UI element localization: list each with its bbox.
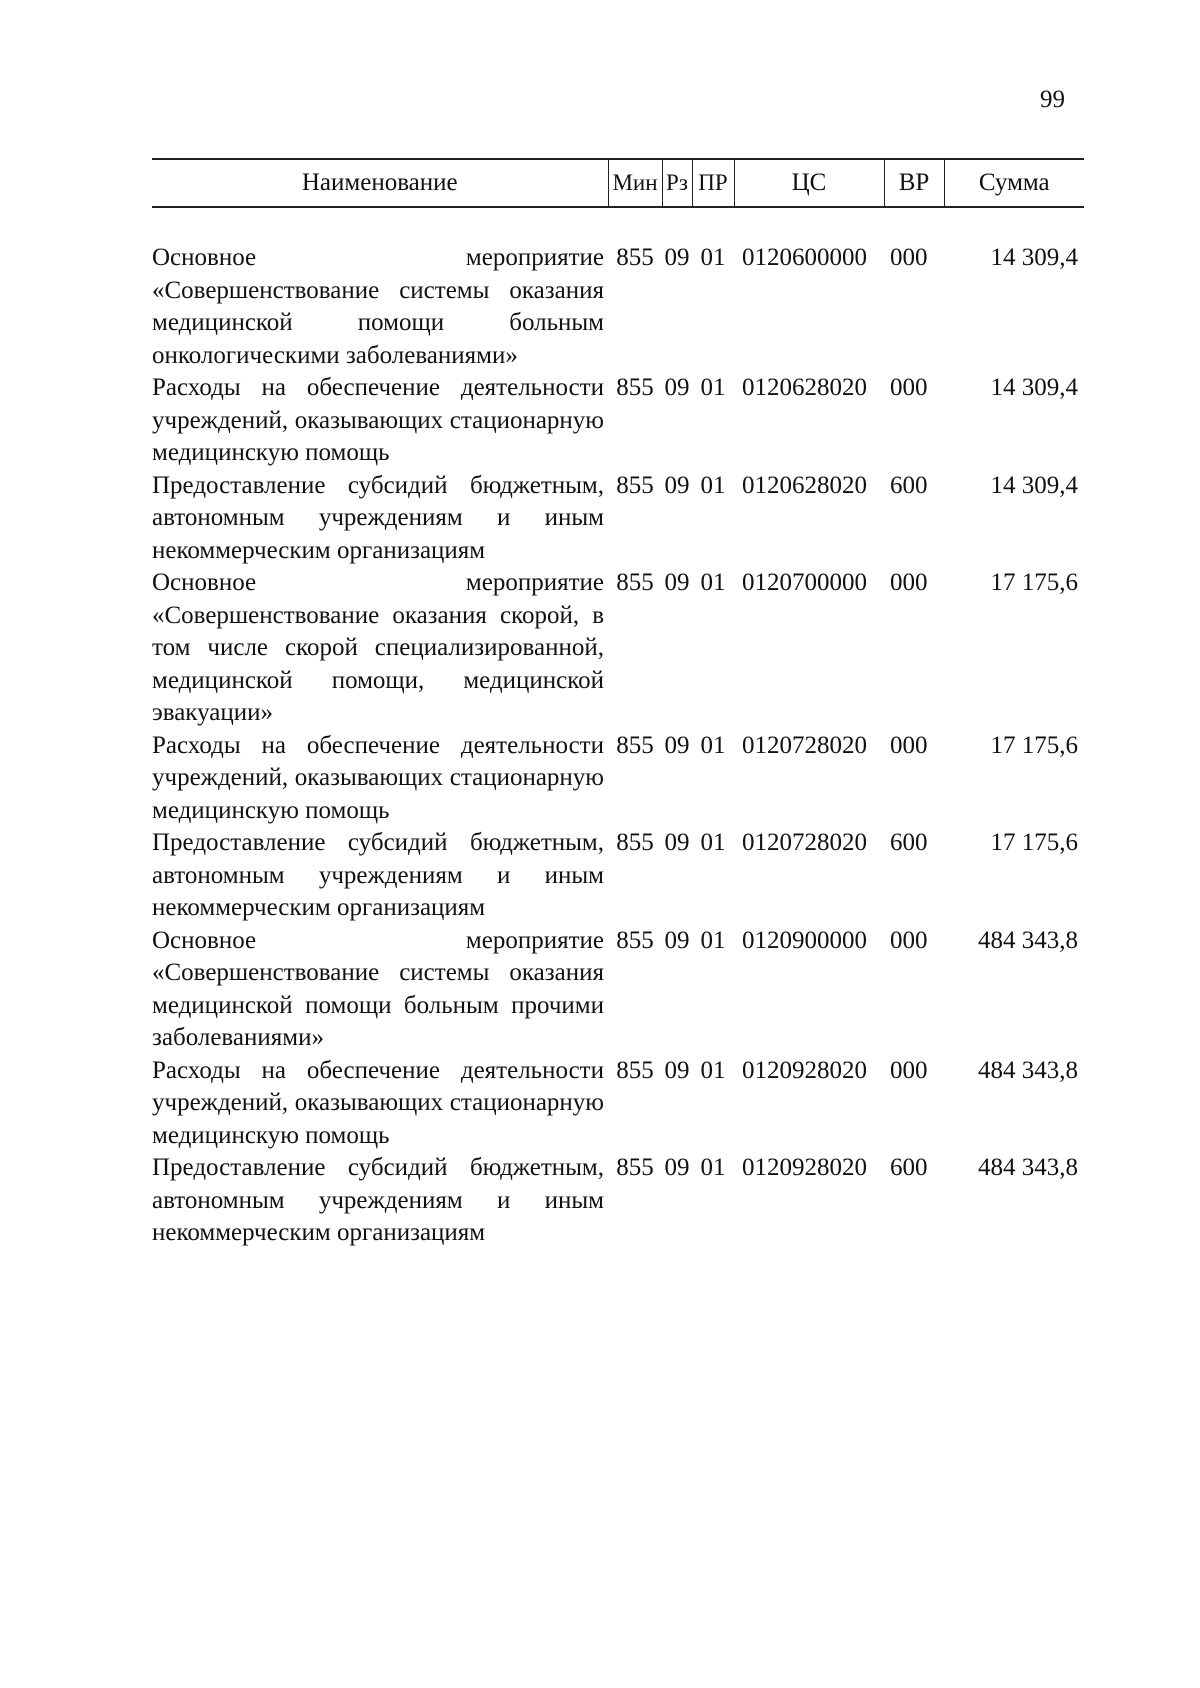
row-name: Основное мероприятие «Совершенствование оказания скорой, в том числе скорой специализированной, медицинской помощи, медицинской эвакуации» — [152, 569, 604, 726]
row-vr: 600 — [890, 829, 928, 856]
table-row — [152, 567, 1084, 730]
row-name: Предоставление субсидий бюджетным, автономным учреждениям и иным некоммерческим организациям — [152, 829, 604, 921]
table-row — [152, 1152, 1084, 1250]
row-vr: 000 — [890, 1056, 928, 1084]
header-cs: ЦС — [734, 159, 884, 207]
row-cs: 0120700000 — [742, 569, 867, 596]
row-name: Расходы на обеспечение деятельности учреждений, оказывающих стационарную медицинскую помощь — [152, 374, 604, 466]
row-cs: 0120728020 — [742, 829, 867, 856]
header-pr: ПР — [692, 159, 734, 207]
row-min: 855 — [616, 926, 654, 954]
row-name: Предоставление субсидий бюджетным, автономным учреждениям и иным некоммерческим организациям — [152, 1154, 604, 1246]
row-pr: 01 — [700, 374, 726, 401]
row-cs: 0120628020 — [742, 374, 867, 401]
table-row — [152, 372, 1084, 470]
row-rz: 09 — [664, 731, 690, 759]
header-rz: Рз — [662, 159, 692, 207]
spacer-row — [152, 207, 1084, 242]
row-sum: 14 309,4 — [990, 374, 1078, 401]
table-header-row — [152, 159, 1084, 207]
row-sum: 14 309,4 — [990, 471, 1078, 499]
row-min: 855 — [616, 374, 654, 401]
row-pr: 01 — [700, 1056, 726, 1084]
row-sum: 17 175,6 — [990, 731, 1078, 759]
row-vr: 000 — [890, 569, 928, 596]
row-min: 855 — [616, 471, 654, 499]
header-sum: Сумма — [944, 159, 1084, 207]
row-rz: 09 — [664, 1056, 690, 1084]
row-cs: 0120600000 — [742, 244, 867, 271]
row-vr: 000 — [890, 926, 928, 954]
row-pr: 01 — [700, 829, 726, 856]
page-number: 99 — [1040, 86, 1065, 113]
row-min: 855 — [616, 829, 654, 856]
row-cs: 0120728020 — [742, 731, 867, 759]
row-sum: 17 175,6 — [990, 569, 1078, 596]
table-row — [152, 730, 1084, 828]
row-cs: 0120900000 — [742, 926, 867, 954]
row-rz: 09 — [664, 374, 690, 401]
row-cs: 0120928020 — [742, 1056, 867, 1084]
header-name: Наименование — [152, 159, 608, 207]
row-name: Основное мероприятие «Совершенствование системы оказания медицинской помощи больным онкологическими заболеваниями» — [152, 244, 604, 369]
row-min: 855 — [616, 1154, 654, 1181]
budget-table — [152, 158, 1084, 1250]
row-rz: 09 — [664, 829, 690, 856]
row-sum: 14 309,4 — [990, 244, 1078, 271]
table-row — [152, 1055, 1084, 1153]
row-vr: 600 — [890, 471, 928, 499]
row-vr: 000 — [890, 374, 928, 401]
row-name: Основное мероприятие «Совершенствование системы оказания медицинской помощи больным прочими заболеваниями» — [152, 926, 604, 1051]
row-min: 855 — [616, 569, 654, 596]
row-sum: 484 343,8 — [978, 1056, 1078, 1084]
row-min: 855 — [616, 244, 654, 271]
row-vr: 000 — [890, 244, 928, 271]
row-pr: 01 — [700, 1154, 726, 1181]
header-min: Мин — [608, 159, 662, 207]
table-row — [152, 925, 1084, 1055]
row-sum: 484 343,8 — [978, 1154, 1078, 1181]
row-name: Расходы на обеспечение деятельности учреждений, оказывающих стационарную медицинскую помощь — [152, 731, 604, 824]
row-name: Предоставление субсидий бюджетным, автономным учреждениям и иным некоммерческим организациям — [152, 471, 604, 564]
header-vr: ВР — [884, 159, 944, 207]
row-name: Расходы на обеспечение деятельности учреждений, оказывающих стационарную медицинскую помощь — [152, 1056, 604, 1149]
row-rz: 09 — [664, 244, 690, 271]
row-sum: 17 175,6 — [990, 829, 1078, 856]
row-min: 855 — [616, 1056, 654, 1084]
row-rz: 09 — [664, 1154, 690, 1181]
row-pr: 01 — [700, 244, 726, 271]
row-vr: 600 — [890, 1154, 928, 1181]
table-row — [152, 827, 1084, 925]
row-cs: 0120628020 — [742, 471, 867, 499]
row-pr: 01 — [700, 569, 726, 596]
row-pr: 01 — [700, 471, 726, 499]
row-sum: 484 343,8 — [978, 926, 1078, 954]
row-vr: 000 — [890, 731, 928, 759]
row-min: 855 — [616, 731, 654, 759]
row-pr: 01 — [700, 926, 726, 954]
table-row — [152, 242, 1084, 372]
row-rz: 09 — [664, 471, 690, 499]
table-row — [152, 470, 1084, 568]
row-rz: 09 — [664, 926, 690, 954]
row-cs: 0120928020 — [742, 1154, 867, 1181]
row-rz: 09 — [664, 569, 690, 596]
row-pr: 01 — [700, 731, 726, 759]
